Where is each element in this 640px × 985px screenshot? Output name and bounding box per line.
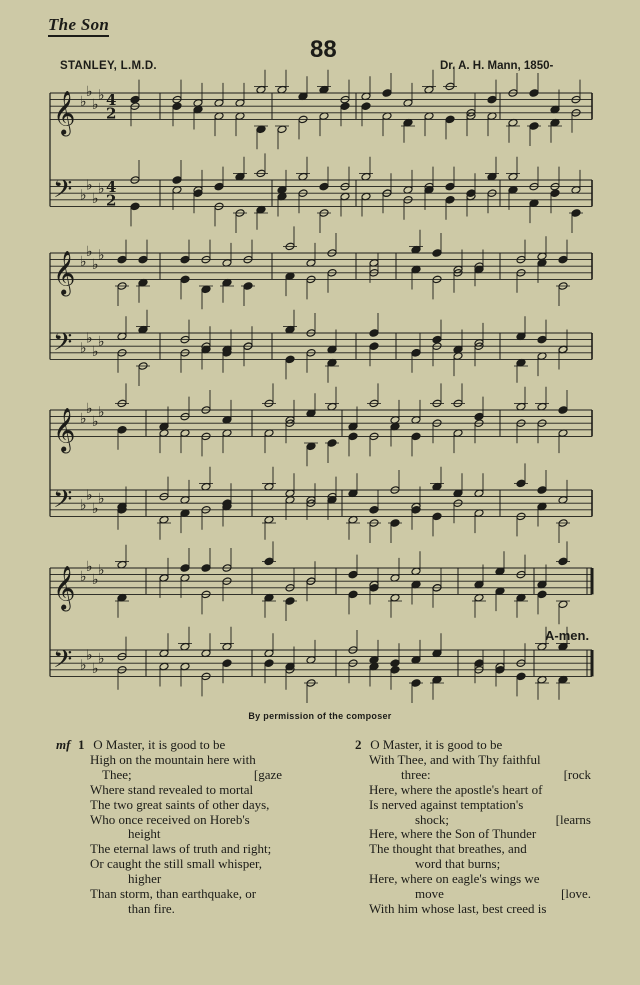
flat-icon: ♭: [86, 487, 93, 504]
note-head: [558, 255, 568, 264]
flat-icon: ♭: [92, 414, 99, 431]
verse-line: The eternal laws of truth and right;: [90, 841, 272, 857]
verse-line: [gaze: [253, 766, 282, 782]
flat-icon: ♭: [92, 660, 99, 677]
flat-icon: ♭: [98, 490, 105, 507]
flat-icon: ♭: [80, 93, 87, 110]
bass-clef-icon: 𝄢: [53, 327, 73, 363]
note-head: [550, 189, 560, 198]
flat-icon: ♭: [80, 568, 87, 585]
note-head: [369, 506, 379, 515]
flat-icon: ♭: [98, 180, 105, 197]
verse-line: High on the mountain here with: [90, 751, 256, 767]
verse-line: [rock: [563, 766, 591, 782]
verse-line: [learns: [555, 811, 591, 827]
note-head: [348, 432, 358, 441]
note-head: [340, 102, 350, 111]
note-head: [193, 189, 203, 198]
flat-icon: ♭: [80, 187, 87, 204]
note-head: [180, 255, 190, 264]
flat-icon: ♭: [86, 330, 93, 347]
verse-line: O Master, it is good to be: [93, 737, 226, 752]
verse-line: shock;: [415, 811, 449, 827]
note-head: [319, 182, 329, 191]
verse-line: Is nerved against temptation's: [369, 796, 524, 812]
flat-icon: ♭: [80, 340, 87, 357]
verse-line: higher: [128, 871, 162, 887]
flat-icon: ♭: [98, 404, 105, 421]
note-head: [537, 486, 547, 495]
verse-line: The two great saints of other days,: [90, 796, 270, 812]
verse-line: Here, where the Son of Thunder: [369, 826, 537, 842]
verse-line: Or caught the still small whisper,: [90, 856, 263, 872]
flat-icon: ♭: [98, 650, 105, 667]
bass-clef-icon: 𝄢: [53, 484, 73, 520]
note-head: [445, 115, 455, 124]
note-head: [172, 176, 182, 185]
note-head: [214, 182, 224, 191]
verse-line: With him whose last, best creed is: [369, 900, 547, 916]
note-head: [369, 342, 379, 351]
flat-icon: ♭: [98, 87, 105, 104]
flat-icon: ♭: [80, 410, 87, 427]
bass-clef-icon: 𝄢: [53, 644, 73, 680]
time-signature: 2: [106, 191, 117, 210]
verse-line: three:: [401, 766, 431, 782]
note-head: [138, 255, 148, 264]
note-head: [285, 355, 295, 364]
note-head: [369, 329, 379, 338]
flat-icon: ♭: [98, 562, 105, 579]
flat-icon: ♭: [98, 247, 105, 264]
note-head: [445, 196, 455, 205]
hymn-number: 88: [310, 36, 337, 63]
note-head: [172, 102, 182, 111]
treble-clef-icon: 𝄞: [53, 90, 76, 135]
flat-icon: ♭: [80, 253, 87, 270]
note-head: [487, 95, 497, 104]
treble-clef-icon: 𝄞: [53, 250, 76, 295]
note-head: [130, 202, 140, 211]
time-signature: 4: [106, 178, 117, 197]
treble-clef-icon: 𝄞: [53, 565, 76, 610]
time-signature: 2: [106, 104, 117, 123]
tune-name: STANLEY, L.M.D.: [60, 60, 157, 72]
flat-icon: ♭: [80, 497, 87, 514]
note-head: [432, 249, 442, 258]
note-head: [348, 570, 358, 579]
flat-icon: ♭: [80, 657, 87, 674]
note-head: [432, 512, 442, 521]
verse-line: Than storm, than earthquake, or: [90, 886, 257, 902]
time-signature: 4: [106, 91, 117, 110]
note-head: [474, 659, 484, 668]
note-head: [180, 275, 190, 284]
verse-2: [355, 738, 595, 917]
flat-icon: ♭: [98, 333, 105, 350]
note-head: [537, 590, 547, 599]
note-head: [537, 335, 547, 344]
flat-icon: ♭: [92, 343, 99, 360]
note-head: [411, 506, 421, 515]
amen-label: A-men.: [545, 628, 590, 643]
flat-icon: ♭: [86, 244, 93, 260]
note-head: [390, 666, 400, 675]
treble-clef-icon: 𝄞: [53, 407, 76, 452]
flat-icon: ♭: [92, 572, 99, 589]
flat-icon: ♭: [86, 177, 93, 194]
note-head: [264, 659, 274, 668]
flat-icon: ♭: [92, 500, 99, 517]
verse-number: 2: [355, 737, 362, 752]
flat-icon: ♭: [92, 190, 99, 207]
verse-number: 1: [78, 737, 85, 752]
note-head: [558, 406, 568, 415]
verse-1: [56, 738, 316, 917]
verse-line: than fire.: [128, 900, 175, 916]
note-head: [222, 659, 232, 668]
verse-line: move: [415, 886, 444, 902]
flat-icon: ♭: [86, 401, 93, 417]
verse-line: Here, where on eagle's wings we: [369, 871, 540, 887]
flat-icon: ♭: [86, 559, 93, 575]
verse-line: Thee;: [102, 766, 132, 782]
note-head: [180, 564, 190, 573]
note-head: [529, 89, 539, 98]
bass-clef-icon: 𝄢: [53, 174, 73, 210]
verse-line: O Master, it is good to be: [370, 737, 503, 752]
note-head: [445, 182, 455, 191]
note-head: [348, 590, 358, 599]
flat-icon: ♭: [92, 97, 99, 114]
verse-line: height: [128, 826, 161, 842]
permission-note: By permission of the composer: [248, 711, 392, 721]
verse-line: Who once received on Horeb's: [90, 811, 250, 827]
flat-icon: ♭: [86, 84, 93, 100]
verse-line: With Thee, and with Thy faithful: [369, 751, 541, 767]
verse-line: Here, where the apostle's heart of: [369, 781, 543, 797]
note-head: [516, 672, 526, 681]
note-head: [201, 564, 211, 573]
section-title: The Son: [48, 16, 109, 37]
flat-icon: ♭: [86, 647, 93, 664]
verse-line: word that burns;: [415, 856, 501, 872]
dynamic-mark: mf: [56, 737, 71, 752]
note-head: [117, 426, 127, 435]
composer-credit: Dr. A. H. Mann, 1850-: [440, 60, 554, 72]
verse-line: Where stand revealed to mortal: [90, 781, 254, 797]
note-head: [411, 432, 421, 441]
verse-line: The thought that breathes, and: [369, 841, 527, 857]
flat-icon: ♭: [92, 257, 99, 274]
note-head: [361, 102, 371, 111]
note-head: [382, 89, 392, 98]
note-head: [117, 255, 127, 264]
verse-line: [love.: [561, 886, 591, 902]
